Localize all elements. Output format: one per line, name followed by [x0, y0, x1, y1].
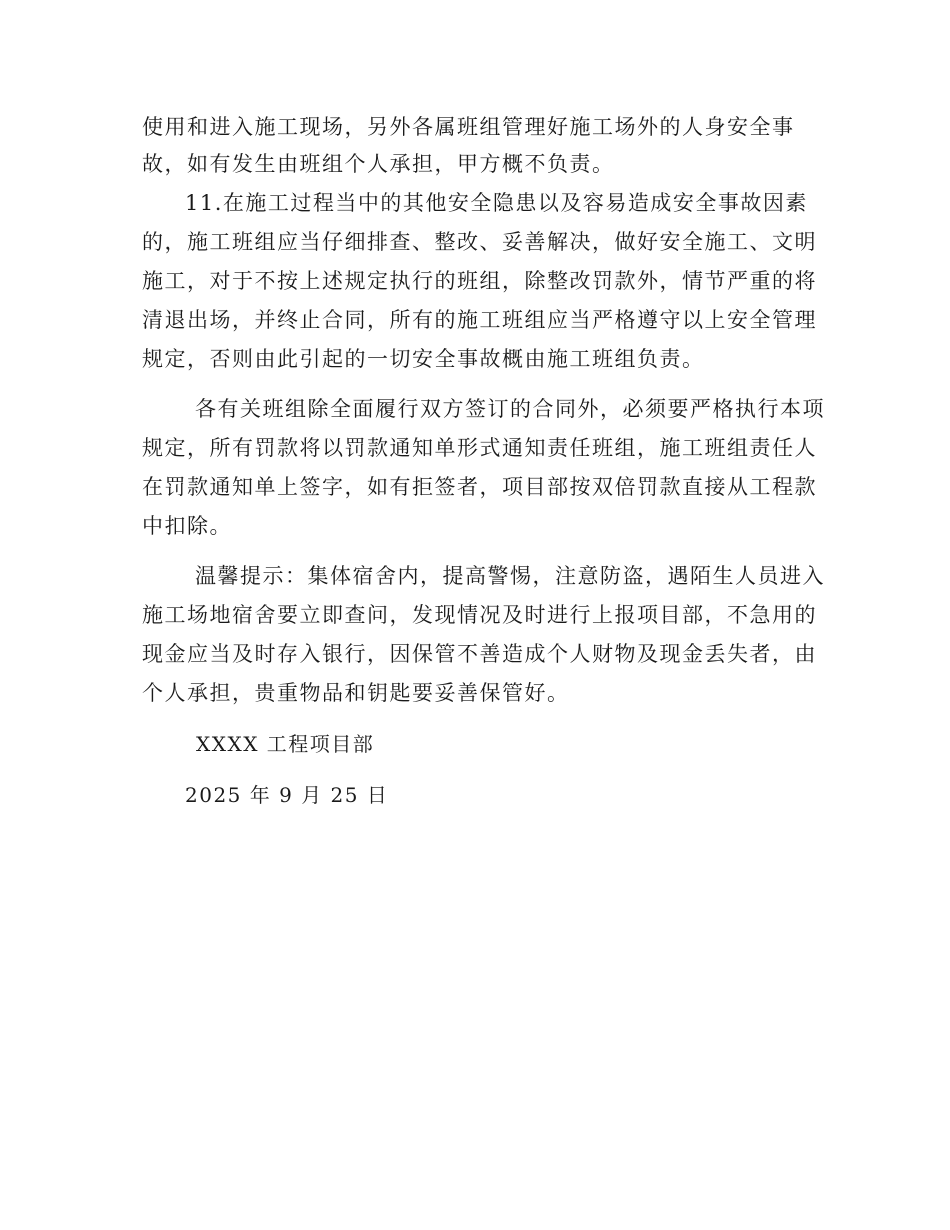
- reminder-line: 现金应当及时存入银行，因保管不善造成个人财物及现金丢失者，由: [142, 642, 817, 666]
- general-rule-line: 在罚款通知单上签字，如有拒签者，项目部按双倍罚款直接从工程款: [142, 475, 817, 499]
- paragraph-line: 故，如有发生由班组个人承担，甲方概不负责。: [142, 152, 615, 176]
- item-11-line: 规定，否则由此引起的一切安全事故概由施工班组负责。: [142, 347, 705, 371]
- general-rule-line: 规定，所有罚款将以罚款通知单形式通知责任班组，施工班组责任人: [142, 436, 817, 460]
- item-11-line: 的，施工班组应当仔细排查、整改、妥善解决，做好安全施工、文明: [142, 230, 817, 254]
- item-11-line: 11.在施工过程当中的其他安全隐患以及容易造成安全事故因素: [185, 191, 808, 215]
- paragraph-line: 使用和进入施工现场，另外各属班组管理好施工场外的人身安全事: [142, 115, 795, 139]
- signature-date: 2025 年 9 月 25 日: [185, 783, 389, 807]
- reminder-line: 施工场地宿舍要立即查问，发现情况及时进行上报项目部，不急用的: [142, 603, 817, 627]
- reminder-line: 温馨提示：集体宿舍内，提高警惕，注意防盗，遇陌生人员进入: [195, 564, 825, 588]
- item-11-line: 施工，对于不按上述规定执行的班组，除整改罚款外，情节严重的将: [142, 269, 817, 293]
- general-rule-line: 中扣除。: [142, 514, 232, 538]
- general-rule-line: 各有关班组除全面履行双方签订的合同外，必须要严格执行本项: [195, 397, 825, 421]
- item-11-line: 清退出场，并终止合同，所有的施工班组应当严格遵守以上安全管理: [142, 308, 817, 332]
- signature-department: XXXX 工程项目部: [196, 732, 375, 756]
- reminder-line: 个人承担，贵重物品和钥匙要妥善保管好。: [142, 681, 570, 705]
